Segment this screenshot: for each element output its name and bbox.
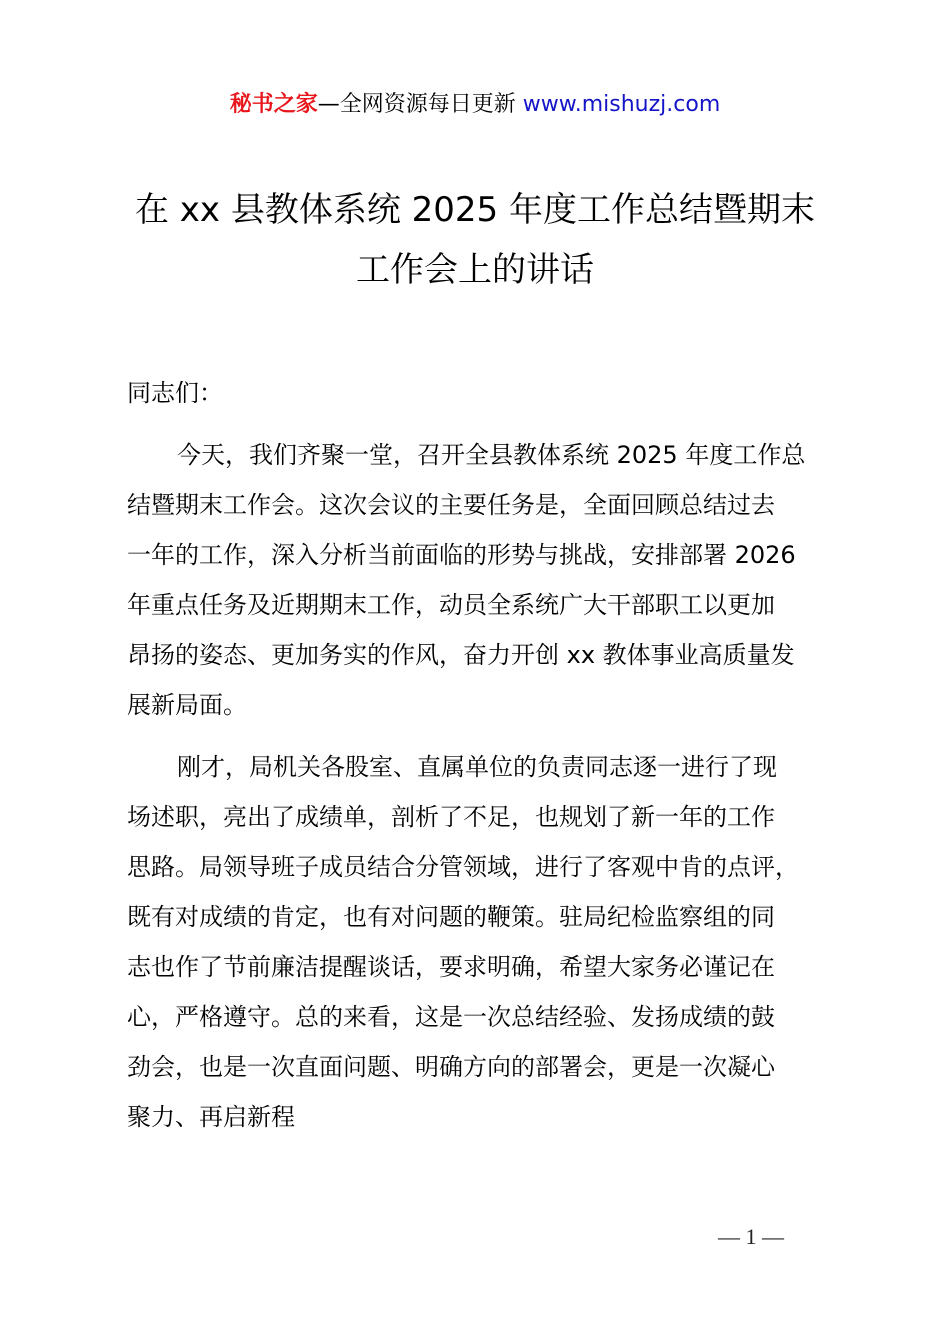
title-line: 工作会上的讲话 xyxy=(356,250,594,290)
paragraph-line: 既有对成绩的肯定，也有对问题的鞭策。驻局纪检监察组的同 xyxy=(127,903,775,931)
paragraph-line: 心，严格遵守。总的来看，这是一次总结经验、发扬成绩的鼓 xyxy=(127,1003,775,1031)
paragraph-line: 结暨期末工作会。这次会议的主要任务是，全面回顾总结过去 xyxy=(127,491,775,519)
paragraph-line: 聚力、再启新程 xyxy=(127,1103,295,1131)
paragraph-line: 一年的工作，深入分析当前面临的形势与挑战，安排部署 2026 xyxy=(127,541,796,569)
document-title xyxy=(0,180,950,300)
site-url-link[interactable]: www.mishuzj.com xyxy=(522,92,721,117)
site-brand: 秘书之家 xyxy=(229,92,318,117)
paragraph xyxy=(127,742,839,1142)
paragraph-line: 场述职，亮出了成绩单，剖析了不足，也规划了新一年的工作 xyxy=(127,803,775,831)
paragraph-line: 展新局面。 xyxy=(127,691,247,719)
paragraph-line: 昂扬的姿态、更加务实的作风，奋力开创 xx 教体事业高质量发 xyxy=(127,641,795,669)
paragraph-line: 思路。局领导班子成员结合分管领域，进行了客观中肯的点评， xyxy=(127,853,799,881)
paragraph-line: 刚才，局机关各股室、直属单位的负责同志逐一进行了现 xyxy=(177,753,777,781)
title-line: 在 xx 县教体系统 2025 年度工作总结暨期末 xyxy=(135,190,815,230)
document-body xyxy=(127,368,839,1154)
site-tagline: —全网资源每日更新 xyxy=(317,92,516,117)
page-number: — 1 — xyxy=(718,1224,784,1249)
site-banner xyxy=(0,88,950,122)
paragraph-line: 今天，我们齐聚一堂，召开全县教体系统 2025 年度工作总 xyxy=(177,441,806,469)
paragraph xyxy=(127,430,839,730)
paragraph-line: 志也作了节前廉洁提醒谈话，要求明确，希望大家务必谨记在 xyxy=(127,953,775,981)
paragraph-line: 劲会，也是一次直面问题、明确方向的部署会，更是一次凝心 xyxy=(127,1053,775,1081)
paragraph-line: 年重点任务及近期期末工作，动员全系统广大干部职工以更加 xyxy=(127,591,775,619)
salutation: 同志们： xyxy=(127,379,223,407)
